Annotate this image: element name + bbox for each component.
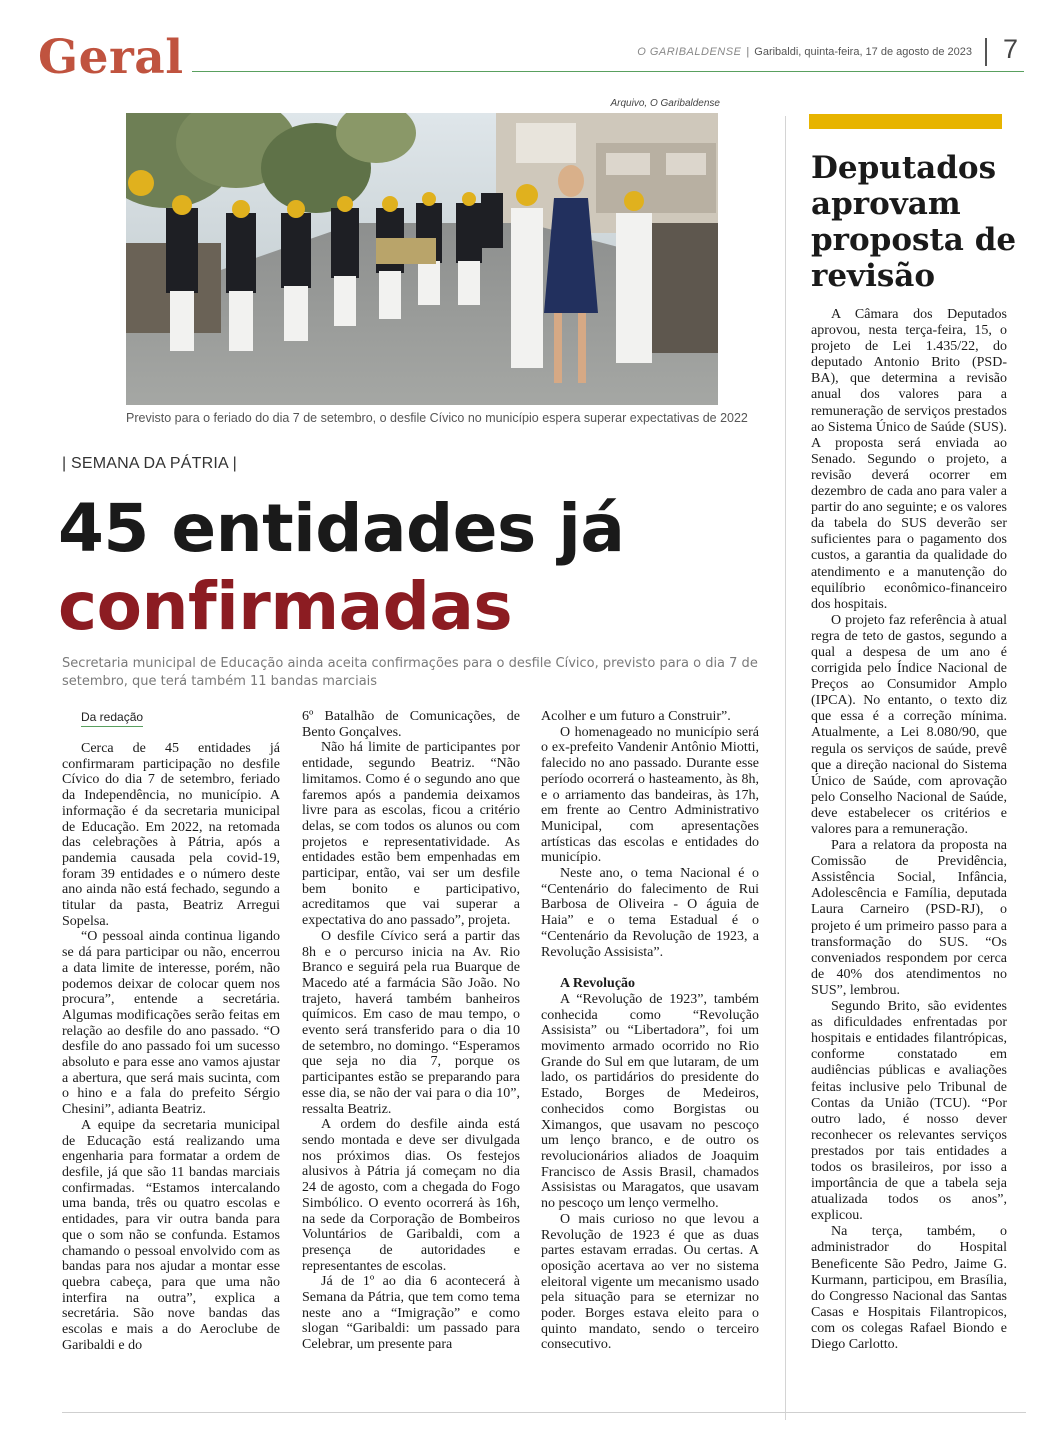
sidebar-divider	[785, 116, 786, 1420]
sidebar-paragraph: Na terça, também, o administrador do Hospital Beneficente São Pedro, Jaime G. Kurmann, participou, em Brasília, do Congresso Nacional das Santas Casas e Hospitais Filantropicos, com os colegas Rafael Biondo e Diego Carlotto.	[811, 1224, 1007, 1352]
newspaper-brand: O GARIBALDENSE	[637, 46, 742, 58]
article-column-1	[62, 741, 280, 1353]
byline: Da redação	[81, 710, 143, 727]
masthead	[637, 46, 972, 58]
dateline: Garibaldi, quinta-feira, 17 de agosto de 2023	[754, 46, 972, 58]
paragraph: O homenageado no município será o ex-prefeito Vandenir Antônio Miotti, falecido no ano passado. Durante esse período ocorrerá o hasteamento, às 8h, e o arriamento das bandeiras, às 17h, em frente ao Centro Administrativo Municipal, com apresentações artísticas das escolas e entidades do município.	[541, 724, 759, 866]
headline-line-1: 45 entidades já	[58, 490, 625, 567]
masthead-separator: |	[746, 46, 750, 58]
paragraph: Neste ano, o tema Nacional é o “Centenário do falecimento de Rui Barbosa de Oliveira - O águia de Haia” e o tema Estadual é o “Centenário da Revolução de 1923, a Revolução Assisista”.	[541, 866, 759, 960]
paragraph: Já de 1º ao dia 6 acontecerá à Semana da Pátria, que tem como tema neste ano a “Imigração” e como slogan “Garibaldi: um passado para Celebrar, um presente para	[302, 1274, 520, 1353]
sidebar-paragraph: A Câmara dos Deputados aprovou, nesta terça-feira, 15, o projeto de Lei 1.435/22, do deputado Antonio Brito (PSD-BA), que determina a revisão anual dos valores para a remuneração de serviços prestados ao Sistema Único de Saúde (SUS). A proposta será enviada ao Senado. Segundo o projeto, a revisão deverá ocorrer em dezembro de cada ano para valer a partir do ano seguinte; e os valores da tabela do SUS deverão ser suficientes para o pagamento dos custos, a garantia da qualidade do atendimento e a manutenção do equilíbrio econômico-financeiro dos hospitais.	[811, 307, 1007, 612]
article-column-2	[302, 709, 520, 1353]
paragraph: A “Revolução de 1923”, também conhecida como “Revolução Assisista” ou “Libertadora”, foi um movimento armado ocorrido no Rio Grande do Sul em que lutaram, de um lado, os partidários do presidente do Estado, Borges de Medeiros, conhecidos como Borgistas ou Ximangos, que usavam no pescoço um lenço branco, e de outro os revolucionários aliados de Joaquim Francisco de Assis Brasil, chamados Assisistas ou Maragatos, que usavam no pescoço um lenço vermelho.	[541, 991, 759, 1212]
paragraph: Cerca de 45 entidades já confirmaram participação no desfile Cívico do dia 7 de setembro, feriado da Independência, no município. A informação é da secretaria municipal de Educação. Em 2022, na retomada das celebrações à Pátria, após a pandemia causada pela covid-19, foram 39 entidades e o número deste ano ainda não está fechado, segundo a titular da pasta, Beatriz Arregui Sopelsa.	[62, 741, 280, 929]
sidebar-title: Deputados aprovam proposta de revisão	[811, 150, 1017, 294]
article-headline	[58, 490, 624, 646]
paragraph: O mais curioso no que levou a Revolução de 1923 é que as duas partes estavam erradas. Ou certas. A oposição acertava ao ver no sistema eleitoral vigente um mecanismo usado pela situação para se eternizar no poder. Borges estava eleito para o quinto mandato, sendo o terceiro consecutivo.	[541, 1211, 759, 1353]
paragraph: Não há limite de participantes por entidade, segundo Beatriz. “Não limitamos. Como é o segundo ano que faremos após a pandemia deixamos livre para as escolas, ficou a critério delas, se com todos os alunos ou com projetos e representatividade. As entidades estão bem empenhadas em participar, então, vai ser um desfile bem bonito e participativo, acreditamos que vai superar a expectativa do ano passado”, projeta.	[302, 740, 520, 929]
subhead: A Revolução	[560, 976, 636, 992]
paragraph: “O pessoal ainda continua ligando se dá para participar ou não, encerrou a data limite de interesse, porém, não podemos deixar de colocar quem nos procura”, entende a secretária. Algumas modificações serão feitas em relação ao desfile do ano passado. “O desfile do ano passado foi um sucesso absoluto e para esse ano vamos ajustar a abertura, que será mais sucinta, com o hino e a fala do prefeito Sérgio Chesini”, adianta Beatriz.	[62, 929, 280, 1118]
photo-caption: Previsto para o feriado do dia 7 de setembro, o desfile Cívico no município espera superar expectativas de 2022	[126, 411, 748, 425]
sidebar-paragraph: Para a relatora da proposta na Comissão de Previdência, Assistência Social, Infância, Adolescência e Família, deputada Laura Carneiro (PSD-RJ), o projeto é um primeiro passo para a transformação do SUS. “Os conveniados respondem por cerca de 40% dos atendimentos no SUS”, lembrou.	[811, 838, 1007, 998]
parade-photo	[126, 113, 718, 405]
header-rule	[192, 71, 1024, 72]
sidebar-paragraph: Segundo Brito, são evidentes as dificuldades enfrentadas por hospitais e entidades filantrópicas, conforme constatado em audiências públicas e avaliações feitas inclusive pelo Tribunal de Contas da União (TCU). “Por outro lado, é nosso dever reconhecer os relevantes serviços prestados por tais entidades a todos os brasileiros, por isso a importância de que a tabela seja atualizada todos os anos”, explicou.	[811, 999, 1007, 1224]
article-column-3	[541, 709, 759, 1353]
sidebar-accent-bar	[809, 114, 1002, 129]
sidebar-paragraph: O projeto faz referência à atual regra de teto de gastos, segundo a qual a despesa de um ano é corrigida pelo Índice Nacional de Preços ao Consumidor Amplo (IPCA). No entanto, o texto diz que essa é a correção mínima. Atualmente, a Lei 8.080/90, que regula os serviços de saúde, prevê que a direção nacional do Sistema Único de Saúde, com aprovação pelo Conselho Nacional de Saúde, deve estabelecer os critérios e valores para a remuneração.	[811, 612, 1007, 837]
section-title: Geral	[38, 30, 184, 85]
paragraph-continued: 6º Batalhão de Comunicações, de Bento Gonçalves.	[302, 709, 520, 740]
bottom-rule	[62, 1412, 1026, 1413]
sidebar-body	[811, 307, 1007, 1353]
article-kicker: | SEMANA DA PÁTRIA |	[62, 455, 238, 472]
parade-photo-illustration	[126, 113, 718, 405]
headline-line-2: confirmadas	[58, 568, 513, 645]
paragraph: O desfile Cívico será a partir das 8h e o percurso inicia na Av. Rio Branco e seguirá pela rua Buarque de Macedo até a farmácia São João. No trajeto, haverá também banheiros químicos. Em caso de mau tempo, o evento será transferido para o dia 10 de setembro, no domingo. “Esperamos que seja no dia 7, porque os participantes estão se preparando para esse dia, se não der vai para o dia 10”, ressalta Beatriz.	[302, 928, 520, 1117]
page-number-divider	[985, 38, 987, 66]
page-number: 7	[1003, 34, 1019, 64]
article-deck: Secretaria municipal de Educação ainda aceita confirmações para o desfile Cívico, previsto para o dia 7 de setembro, que terá também 11 bandas marciais	[62, 656, 758, 689]
paragraph: A ordem do desfile ainda está sendo montada e deve ser divulgada nos próximos dias. Os festejos alusivos à Pátria já começam no dia 24 de agosto, com a chegada do Fogo Simbólico. O evento ocorrerá às 16h, na sede da Corporação de Bombeiros Voluntários de Garibaldi, com a presença de autoridades e representantes de escolas.	[302, 1117, 520, 1274]
paragraph: A equipe da secretaria municipal de Educação está realizando uma engenharia para formatar a ordem de desfile, já que são 11 bandas marciais confirmadas. “Estamos intercalando uma banda, três ou quatro escolas e entidades, para vir outra banda para que o som não se confunda. Estamos chamando o pessoal envolvido com as bandas para nos ajudar a montar esse quebra cabeça, para que uma não interfira na outra”, explica a secretária. São nove bandas das escolas e mais a do Aeroclube de Garibaldi e do	[62, 1117, 280, 1353]
photo-credit: Arquivo, O Garibaldense	[610, 98, 720, 109]
paragraph-continued: Acolher e um futuro a Construir”.	[541, 709, 731, 724]
